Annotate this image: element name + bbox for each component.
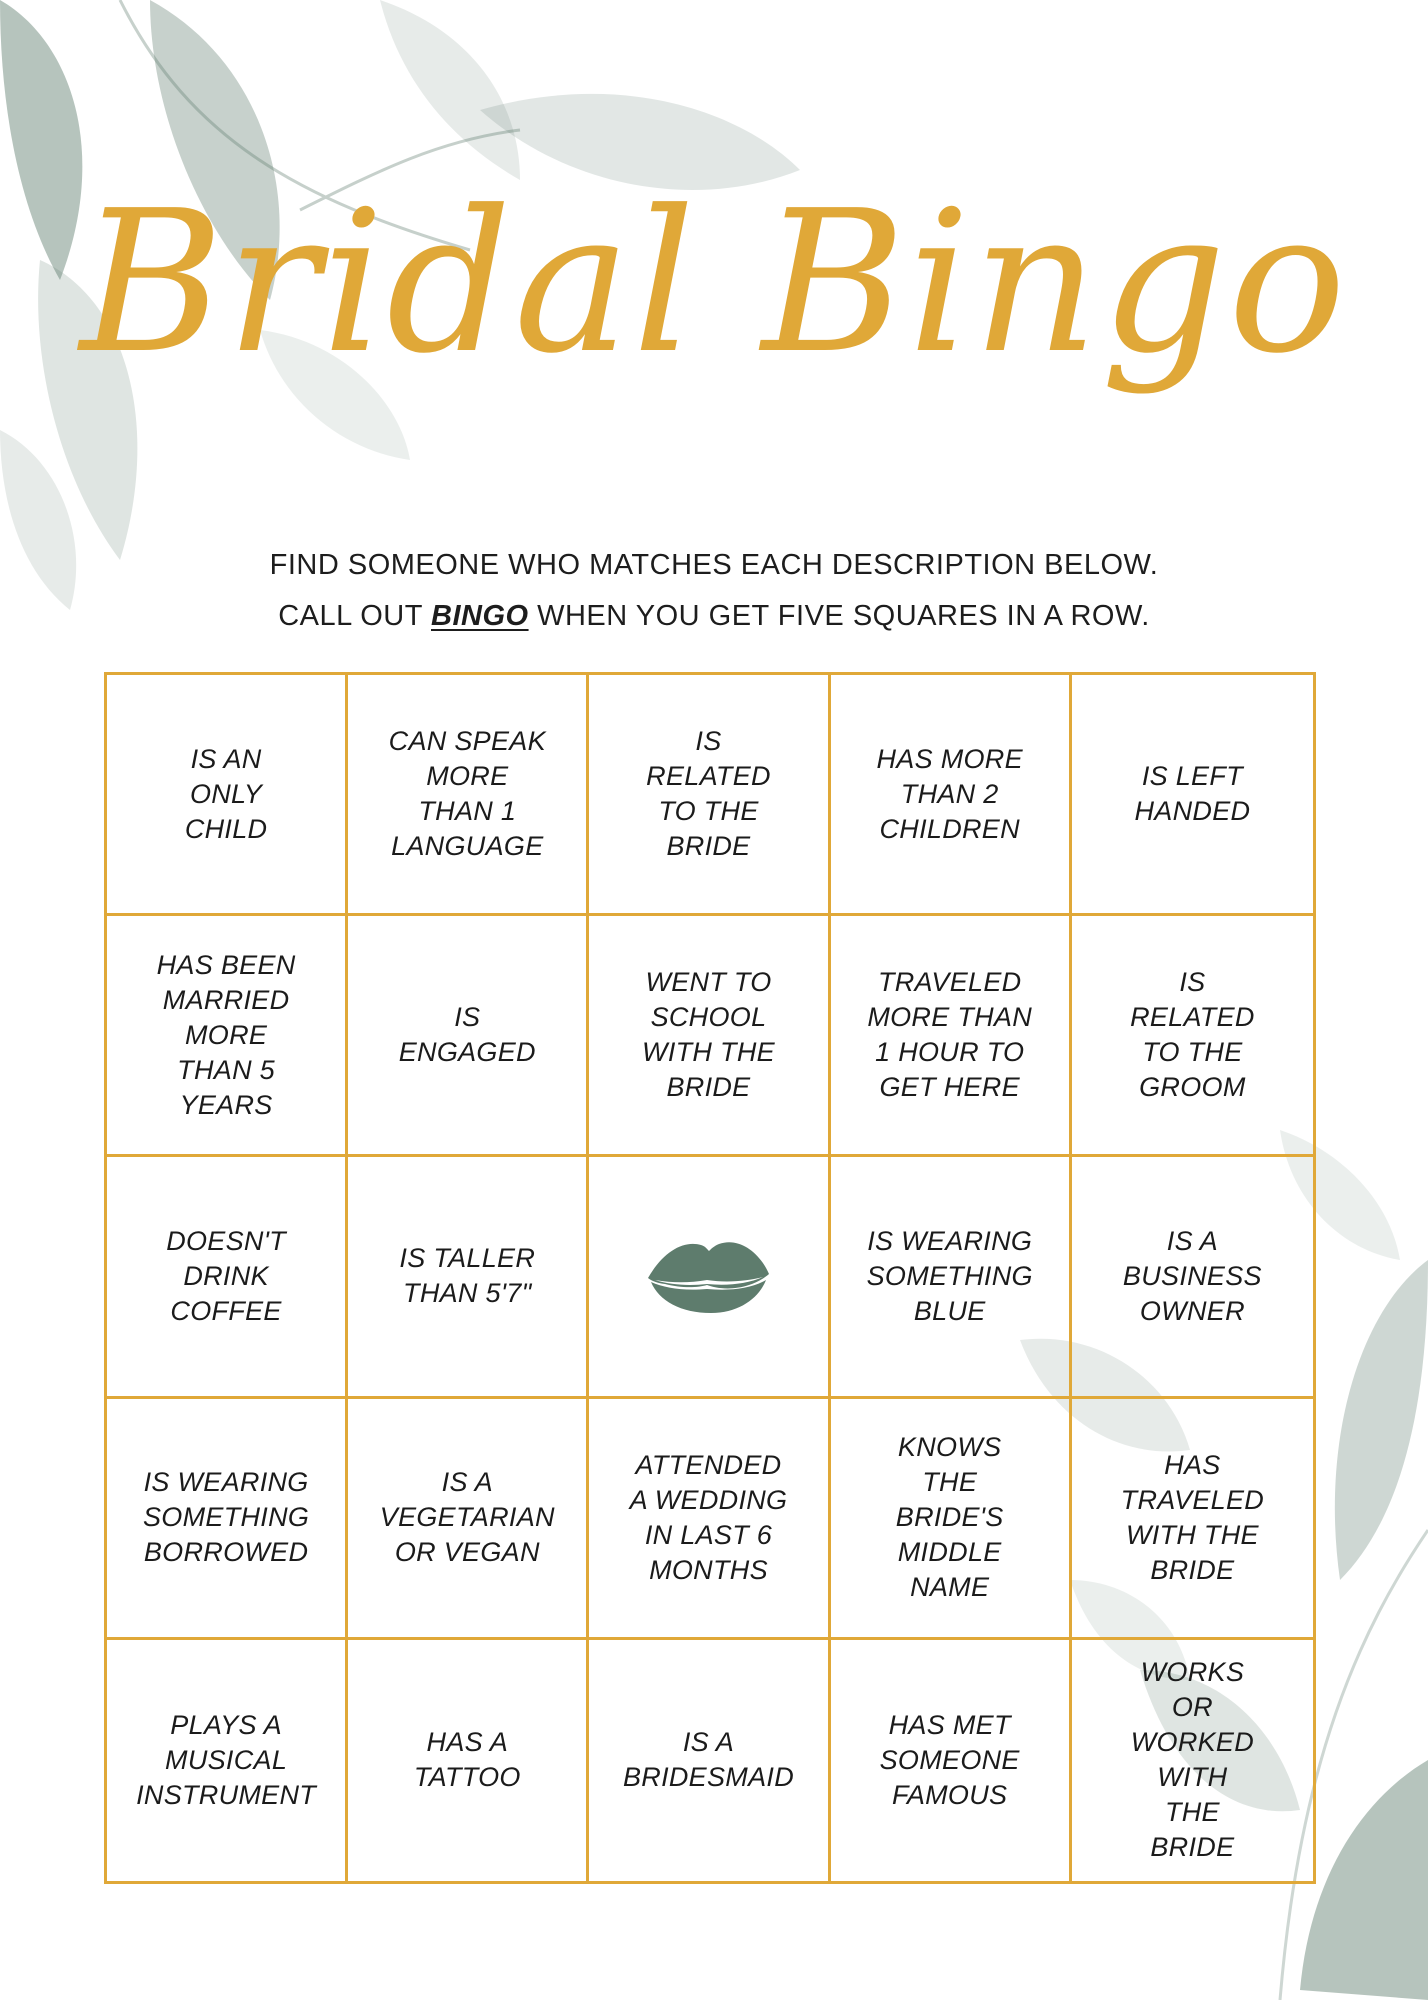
square-text: IS RELATED TO THE BRIDE [646, 726, 771, 862]
square-text: WENT TO SCHOOL WITH THE BRIDE [642, 967, 775, 1103]
square-text: CAN SPEAK MORE THAN 1 LANGUAGE [388, 726, 546, 862]
square-text: IS A BUSINESS OWNER [1122, 1225, 1262, 1326]
bingo-square[interactable] [107, 1640, 348, 1881]
page-title: Bridal Bingo [79, 169, 1349, 397]
square-text: TRAVELED MORE THAN 1 HOUR TO GET HERE [867, 967, 1033, 1103]
square-text: HAS BEEN MARRIED MORE THAN 5 YEARS [156, 949, 296, 1120]
square-text: PLAYS A MUSICAL INSTRUMENT [136, 1709, 317, 1810]
bingo-square[interactable] [831, 1399, 1072, 1640]
bingo-square[interactable] [1072, 916, 1313, 1157]
free-space-square[interactable] [589, 1157, 830, 1398]
lips-icon [643, 1228, 773, 1324]
bingo-square[interactable] [348, 1399, 589, 1640]
bingo-square[interactable] [1072, 675, 1313, 916]
square-text: ATTENDED A WEDDING IN LAST 6 MONTHS [629, 1449, 788, 1585]
bingo-square[interactable] [1072, 1640, 1313, 1881]
square-text: IS AN ONLY CHILD [184, 743, 268, 844]
square-text: IS WEARING SOMETHING BORROWED [142, 1467, 310, 1568]
square-text: IS RELATED TO THE GROOM [1130, 967, 1255, 1103]
bingo-square[interactable] [1072, 1399, 1313, 1640]
bingo-emphasis: BINGO [431, 600, 529, 632]
instructions-line-2-start: CALL OUT [278, 600, 431, 632]
square-text: WORKS OR WORKED WITH THE BRIDE [1130, 1657, 1255, 1863]
instructions-line-2 [0, 591, 1428, 642]
bingo-square[interactable] [589, 1399, 830, 1640]
bingo-square[interactable] [589, 675, 830, 916]
bingo-square[interactable] [831, 1640, 1072, 1881]
square-text: HAS MET SOMEONE FAMOUS [879, 1709, 1020, 1810]
square-text: IS TALLER THAN 5'7" [399, 1243, 536, 1309]
square-text: IS ENGAGED [398, 1002, 536, 1068]
square-text: IS A BRIDESMAID [622, 1727, 794, 1793]
bingo-square[interactable] [348, 1640, 589, 1881]
square-text: HAS TRAVELED WITH THE BRIDE [1120, 1449, 1265, 1585]
square-text: HAS A TATTOO [413, 1727, 521, 1793]
bingo-grid [104, 672, 1316, 1884]
square-text: IS WEARING SOMETHING BLUE [866, 1225, 1033, 1326]
bingo-square[interactable] [107, 916, 348, 1157]
bingo-square[interactable] [348, 675, 589, 916]
bingo-square[interactable] [589, 916, 830, 1157]
square-text: HAS MORE THAN 2 CHILDREN [876, 743, 1023, 844]
square-text: KNOWS THE BRIDE'S MIDDLE NAME [895, 1432, 1004, 1603]
bingo-square[interactable] [107, 1157, 348, 1398]
instructions-line-2-end: WHEN YOU GET FIVE SQUARES IN A ROW. [528, 600, 1150, 632]
instructions [0, 540, 1428, 642]
square-text: IS A VEGETARIAN OR VEGAN [379, 1467, 555, 1568]
bingo-square[interactable] [831, 916, 1072, 1157]
bingo-square[interactable] [348, 1157, 589, 1398]
bingo-square[interactable] [107, 1399, 348, 1640]
bingo-square[interactable] [831, 675, 1072, 916]
bingo-square[interactable] [1072, 1157, 1313, 1398]
bingo-square[interactable] [348, 916, 589, 1157]
instructions-line-1: FIND SOMEONE WHO MATCHES EACH DESCRIPTION BELOW. [269, 549, 1159, 581]
bingo-square[interactable] [107, 675, 348, 916]
bingo-square[interactable] [831, 1157, 1072, 1398]
square-text: DOESN'T DRINK COFFEE [166, 1225, 286, 1326]
bingo-square[interactable] [589, 1640, 830, 1881]
square-text: IS LEFT HANDED [1134, 761, 1251, 827]
